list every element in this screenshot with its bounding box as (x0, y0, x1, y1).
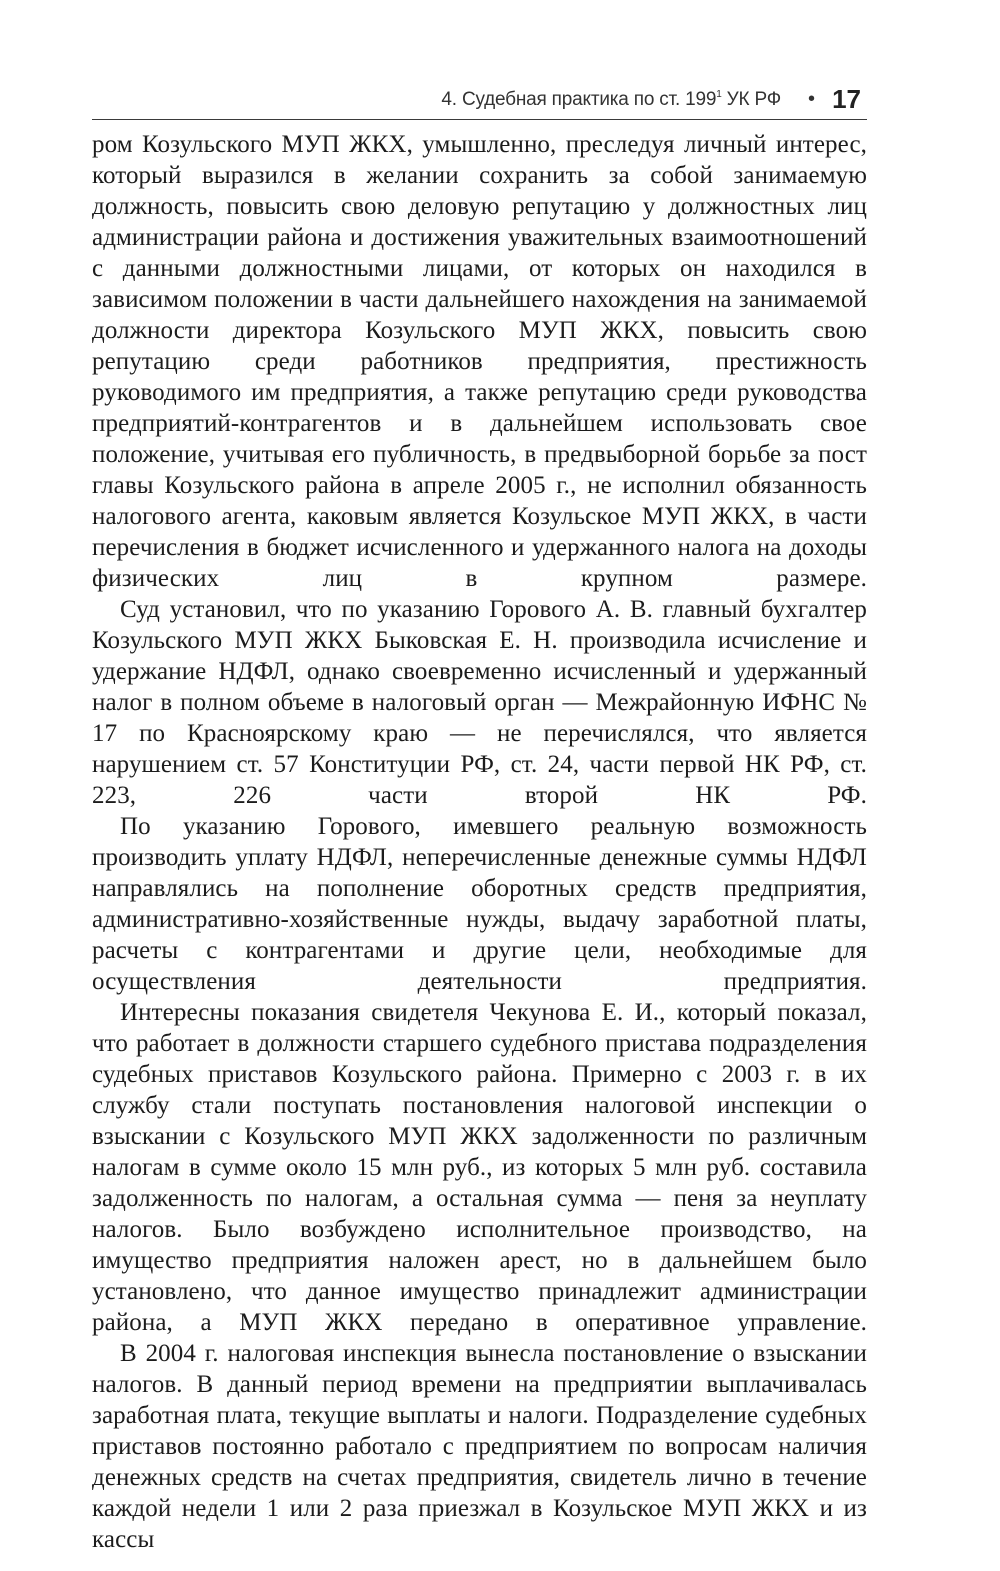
paragraph-continuation: ром Козульского МУП ЖКХ, умышленно, преследуя личный интерес, который выразился в желании сохранить за собой занимаемую должность, повысить свою деловую репутацию у должностных лиц администрации района и достижения уважительных взаимоотношений с данными должностными лицами, от которых он находился в зависимом положении в части дальнейшего нахождения на занимаемой должности директора Козульского МУП ЖКХ, повысить свою репутацию среди работников предприятия, престижность руководимого им предприятия, а также репутацию среди руководства предприятий-контрагентов и в дальнейшем использовать свое положение, учитывая его публичность, в предвыборной борьбе за пост главы Козульского района в апреле 2005 г., не исполнил обязанность налогового агента, каковым является Козульское МУП ЖКХ, в части перечисления в бюджет исчисленного и удержанного налога на доходы физических лиц в крупном размере. (92, 131, 867, 592)
header-rule (92, 119, 867, 120)
bullet-separator: • (807, 88, 815, 110)
page-number: 17 (832, 84, 861, 114)
paragraph-witness-testimony: Интересны показания свидетеля Чекунова Е. И., который показал, что работает в должности старшего судебного пристава подразделения судебных приставов Козульского района. Примерно с 2003 г. в их службу стали поступать постановления налоговой инспекции о взыскании с Козульского МУП ЖКХ задолженности по различным налогам в сумме около 15 млн руб., из которых 5 млн руб. составила задолженность по налогам, а остальная сумма — пеня за неуплату налогов. Было возбуждено исполнительное производство, на имущество предприятия наложен арест, но в дальнейшем было установлено, что данное имущество принадлежит администрации района, а МУП ЖКХ передано в оперативное управление. (92, 999, 867, 1336)
article-superscript: 1 (716, 89, 722, 100)
paragraph-court-findings: Суд установил, что по указанию Горового А. В. главный бухгалтер Козульского МУП ЖКХ Быковская Е. Н. производила исчисление и удержание НДФЛ, однако своевременно исчисленный и удержанный налог в полном объеме в налоговый орган — Межрайонную ИФНС № 17 по Красноярскому краю — не перечислялся, что является нарушением ст. 57 Конституции РФ, ст. 24, части первой НК РФ, ст. 223, 226 части второй НК РФ. (92, 596, 867, 809)
paragraph-tax-ruling-2004: В 2004 г. налоговая инспекция вынесла постановление о взыскании налогов. В данный период времени на предприятии выплачивалась заработная плата, текущие выплаты и налоги. Подразделение судебных приставов постоянно работало с предприятием по вопросам наличия денежных средств на счетах предприятия, свидетель лично в течение каждой недели 1 или 2 раза приезжал в Козульское МУП ЖКХ и из кассы (92, 1340, 867, 1553)
running-title: 4. Судебная практика по ст. $199^1$ УК РФ (441, 89, 781, 110)
body-text (92, 129, 867, 1555)
paragraph-funds-diversion: По указанию Горового, имевшего реальную возможность производить уплату НДФЛ, неперечисленные денежные суммы НДФЛ направлялись на пополнение оборотных средств предприятия, административно-хозяйственные нужды, выдачу заработной платы, расчеты с контрагентами и другие цели, необходимые для осуществления деятельности предприятия. (92, 813, 867, 995)
running-head (92, 76, 867, 118)
